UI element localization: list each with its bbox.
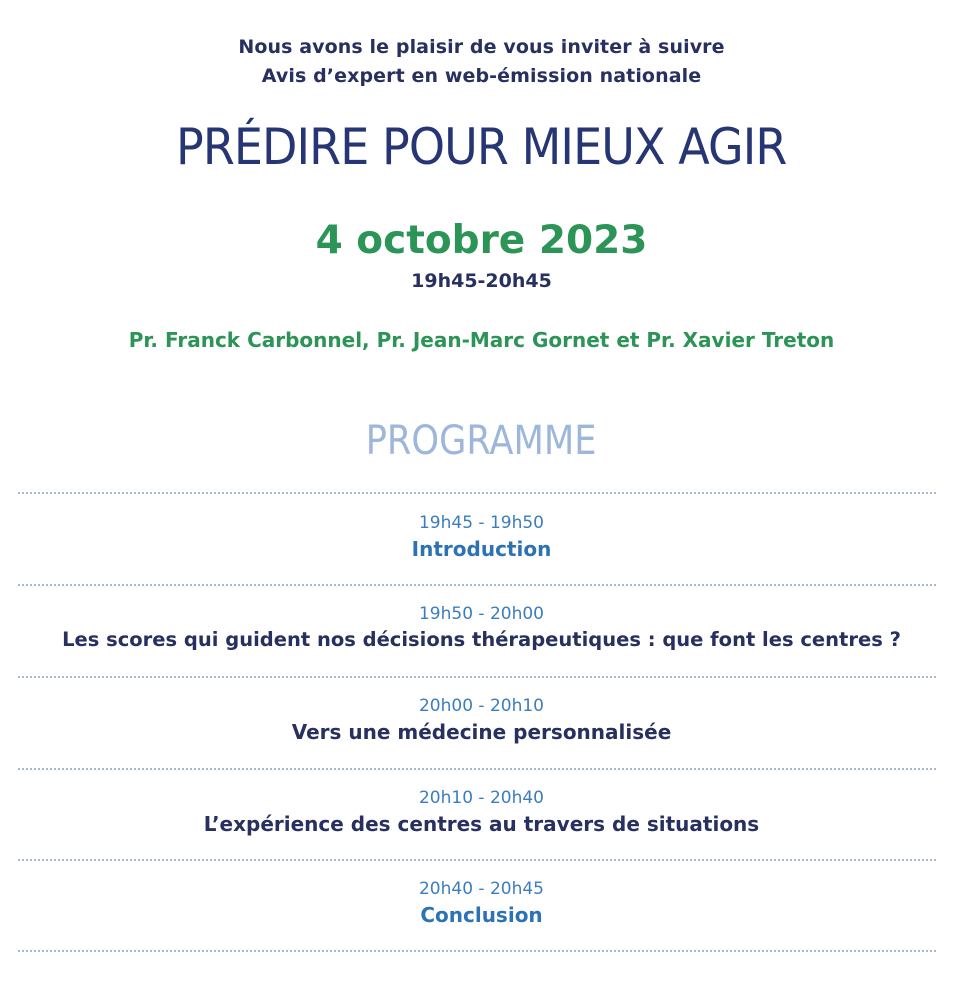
programme-item-title: L’expérience des centres au travers de situations — [203, 812, 760, 836]
event-speakers: Pr. Franck Carbonnel, Pr. Jean-Marc Gornet et Pr. Xavier Treton — [128, 328, 835, 352]
divider — [18, 492, 936, 494]
programme-item-title: Vers une médecine personnalisée — [291, 720, 672, 744]
invite-line-1: Nous avons le plaisir de vous inviter à suivre — [238, 36, 725, 58]
programme-item-time: 19h50 - 20h00 — [418, 604, 545, 624]
programme-item-title: Conclusion — [420, 903, 543, 927]
event-date: 4 octobre 2023 — [315, 218, 648, 263]
divider — [18, 859, 936, 861]
programme-item — [0, 694, 963, 746]
programme-item-time: 19h45 - 19h50 — [418, 513, 545, 533]
programme-item — [0, 602, 963, 654]
programme-item-time: 20h40 - 20h45 — [418, 879, 545, 899]
programme-item-time: 20h00 - 20h10 — [418, 696, 545, 716]
programme-item — [0, 877, 963, 929]
programme-item — [0, 786, 963, 838]
programme-heading: PROGRAMME — [365, 418, 597, 464]
programme-item — [0, 511, 963, 563]
divider — [18, 676, 936, 678]
invitation-intro — [0, 33, 963, 91]
divider — [18, 584, 936, 586]
divider — [18, 950, 936, 952]
programme-item-title: Les scores qui guident nos décisions thérapeutiques : que font les centres ? — [62, 628, 901, 651]
event-title: PRÉDIRE POUR MIEUX AGIR — [176, 118, 787, 176]
invite-line-2: Avis d’expert en web-émission nationale — [261, 65, 702, 87]
event-time: 19h45-20h45 — [411, 270, 552, 292]
divider — [18, 768, 936, 770]
programme-item-time: 20h10 - 20h40 — [418, 788, 545, 808]
programme-item-title: Introduction — [411, 537, 552, 561]
